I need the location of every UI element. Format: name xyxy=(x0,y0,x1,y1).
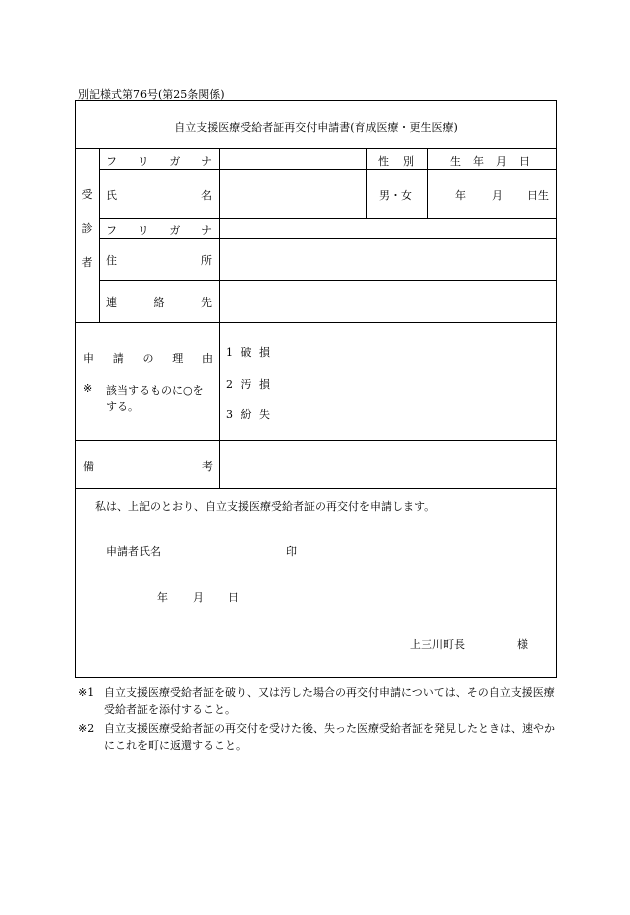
remarks-input[interactable] xyxy=(228,443,554,486)
recipient-label xyxy=(79,186,95,270)
reason-note-mark: ※ xyxy=(83,382,93,395)
form-id: 別記様式第76号(第25条関係) xyxy=(78,88,225,101)
date-year: 年 xyxy=(157,591,168,604)
rule xyxy=(75,488,557,489)
rule xyxy=(99,148,100,322)
applicant-label: 申請者氏名 xyxy=(106,545,161,558)
reason-note-2: する。 xyxy=(106,400,139,413)
contact-input[interactable] xyxy=(228,283,554,320)
birth-month: 月 xyxy=(492,189,503,202)
recipient-label-char: 診 xyxy=(81,222,93,235)
honorific: 様 xyxy=(517,638,528,651)
recipient-label-char: 者 xyxy=(81,256,93,269)
reason-option-soiled[interactable]: 2 汚 損 xyxy=(226,378,270,391)
footnotes xyxy=(78,684,558,754)
remarks-label: 備 考 xyxy=(83,460,213,473)
rule xyxy=(427,148,428,218)
furigana-input-2[interactable] xyxy=(228,220,554,236)
rule xyxy=(99,280,557,281)
furigana-label-2: フ リ ガ ナ xyxy=(106,224,212,237)
footnote-mark: ※2 xyxy=(78,722,95,735)
name-label: 氏 名 xyxy=(106,189,212,202)
footnote xyxy=(78,720,558,754)
declaration: 私は、上記のとおり、自立支援医療受給者証の再交付を申請します。 xyxy=(95,500,436,513)
rule xyxy=(75,148,557,149)
rule xyxy=(99,169,557,170)
date-month: 月 xyxy=(193,591,204,604)
rule xyxy=(366,148,367,218)
reason-label: 申 請 の 理 由 xyxy=(83,352,213,365)
rule xyxy=(219,148,220,488)
rule xyxy=(99,238,557,239)
footnote-text: 自立支援医療受給者証の再交付を受けた後、失った医療受給者証を発見したときは、速やかにこれを町に返還すること。 xyxy=(104,722,555,752)
reason-note: 該当するものに○を xyxy=(106,384,204,397)
contact-label: 連 絡 先 xyxy=(106,296,212,309)
furigana-label: フ リ ガ ナ xyxy=(106,155,212,168)
footnote-text: 自立支援医療受給者証を破り、又は汚した場合の再交付申請については、その自立支援医療受給者証を添付すること。 xyxy=(104,686,555,716)
reason-option-lost[interactable]: 3 紛 失 xyxy=(226,408,270,421)
address-input[interactable] xyxy=(228,241,554,278)
rule xyxy=(75,440,557,441)
gender-label: 性 別 xyxy=(378,155,414,168)
addressee: 上三川町長 xyxy=(410,638,465,651)
address-label: 住 所 xyxy=(106,254,212,267)
birth-day: 日生 xyxy=(527,189,549,202)
form-title: 自立支援医療受給者証再交付申請書(育成医療・更生医療) xyxy=(174,121,458,134)
gender-value[interactable]: 男・女 xyxy=(379,189,412,202)
reason-option-damaged[interactable]: 1 破 損 xyxy=(226,346,270,359)
rule xyxy=(75,322,557,323)
rule xyxy=(99,218,557,219)
footnote-mark: ※1 xyxy=(78,686,95,699)
date-day: 日 xyxy=(228,591,239,604)
birth-label: 生 年 月 日 xyxy=(450,155,530,168)
applicant-name-input[interactable] xyxy=(175,540,275,558)
footnote xyxy=(78,684,558,718)
birth-year: 年 xyxy=(455,189,466,202)
seal-mark: 印 xyxy=(286,545,297,558)
furigana-input[interactable] xyxy=(228,150,364,167)
name-input[interactable] xyxy=(228,172,364,216)
recipient-label-char: 受 xyxy=(81,188,93,201)
